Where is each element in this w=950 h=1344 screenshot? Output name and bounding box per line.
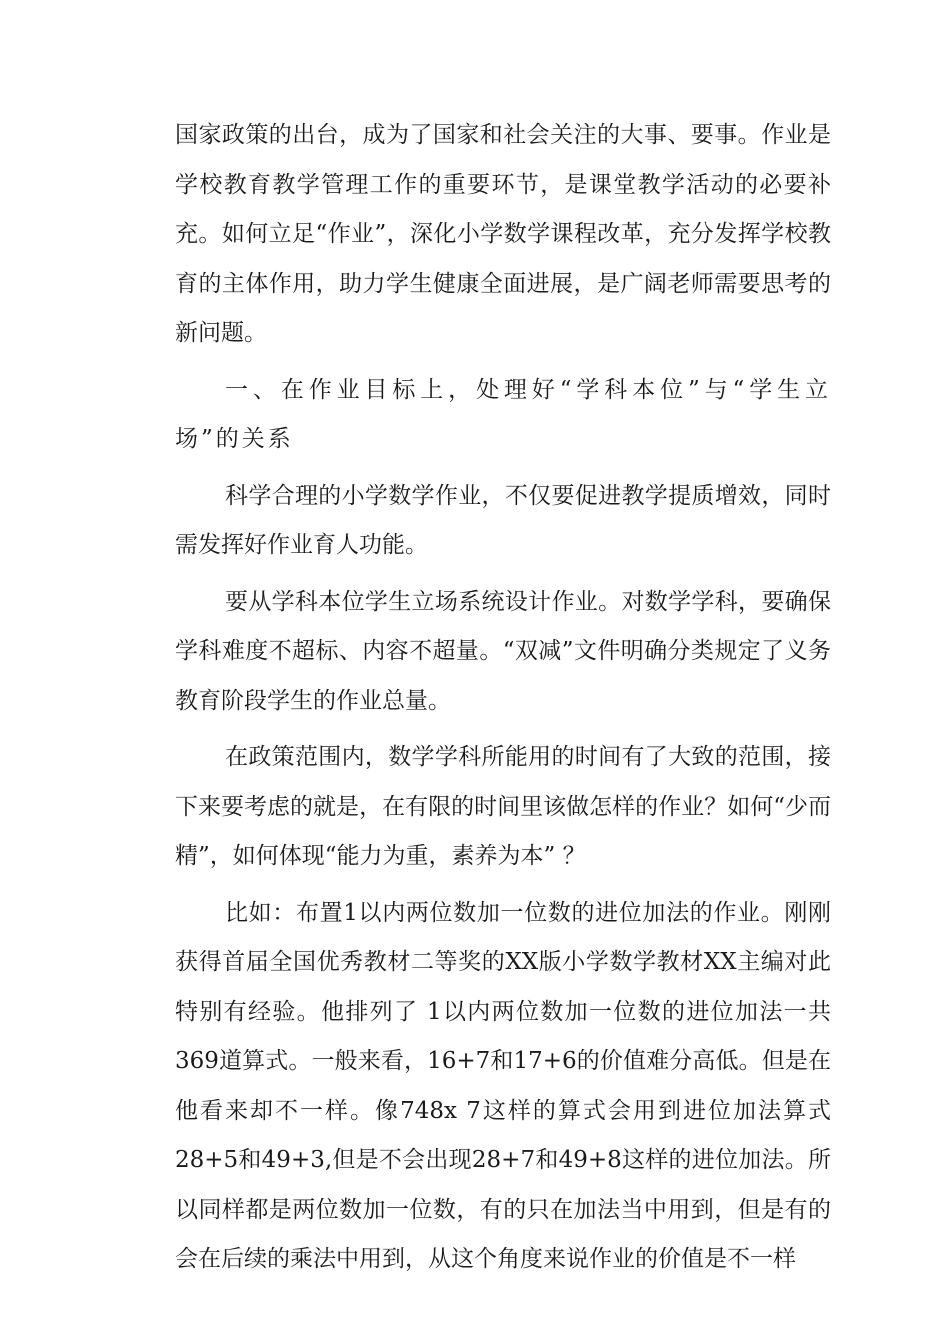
document-body xyxy=(175,111,831,1285)
section-heading-homework-goals: 一、在作业目标上，处理好“学科本位”与“学生立场”的关系 xyxy=(175,376,831,452)
paragraph-scientific-homework: 科学合理的小学数学作业，不仅要促进教学提质增效，同时需发挥好作业育人功能。 xyxy=(175,482,831,558)
paragraph-example-addition: 比如：布置1以内两位数加一位数的进位加法的作业。刚刚获得首届全国优秀教材二等奖的XX版小学数学教材XX主编对此特别有经验。他排列了 1以内两位数加一位数的进位加法一共369道算式。一般来看，16+7和17+6的价值难分高低。但是在他看来却不一样。像748x 7这样的算式会用到进位加法算式28+5和49+3,但是不会出现28+7和49+8这样的进位加法。所以同样都是两位数加一位数，有的只在加法当中用到，但是有的会在后续的乘法中用到，从这个角度来说作业的价值是不一样 xyxy=(175,899,831,1272)
paragraph-system-design: 要从学科本位学生立场系统设计作业。对数学学科，要确保学科难度不超标、内容不超量。“双减”文件明确分类规定了义务教育阶段学生的作业总量。 xyxy=(175,588,831,714)
paragraph-policy-intro: 国家政策的出台，成为了国家和社会关注的大事、要事。作业是学校教育教学管理工作的重要环节，是课堂教学活动的必要补充。如何立足“作业”，深化小学数学课程改革，充分发挥学校教育的主体作用，助力学生健康全面进展，是广阔老师需要思考的新问题。 xyxy=(175,122,831,346)
paragraph-policy-scope: 在政策范围内，数学学科所能用的时间有了大致的范围，接下来要考虑的就是，在有限的时间里该做怎样的作业？如何“少而精”，如何体现“能力为重，素养为本” ？ xyxy=(175,744,831,869)
